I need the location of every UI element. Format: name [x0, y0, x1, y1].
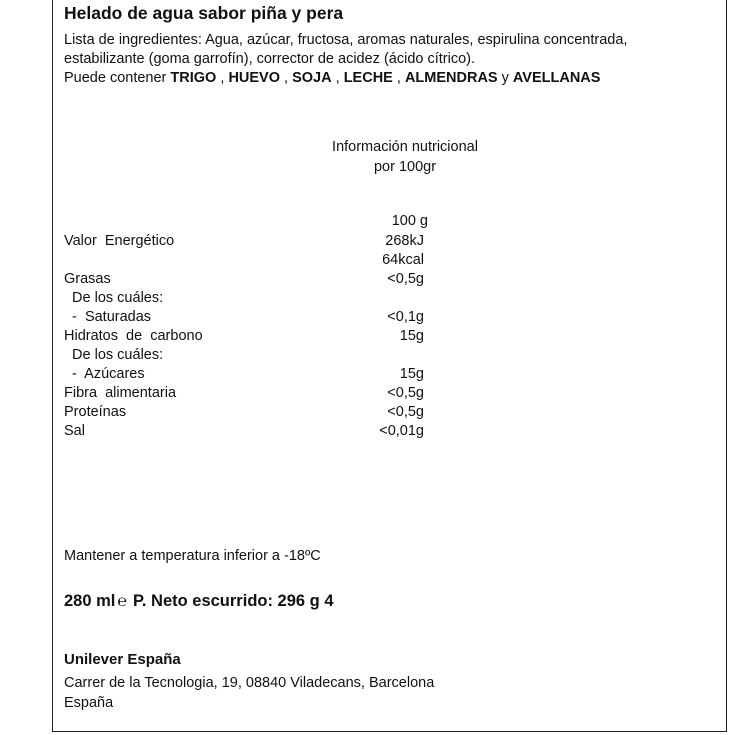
nutrition-row-label: De los cuáles:	[64, 290, 164, 306]
nutrition-row-label: De los cuáles:	[64, 347, 164, 363]
drained-weight: P. Neto escurrido: 296 g 4	[132, 592, 334, 610]
company-address	[64, 673, 434, 713]
nutrition-row-value: <0,1g	[387, 309, 424, 325]
allergen-huevo: HUEVO	[228, 70, 281, 86]
storage-instruction: Mantener a temperatura inferior a -18ºC	[64, 548, 321, 564]
estimated-sign: ℮	[117, 593, 127, 610]
nutrition-header-line2: por 100gr	[373, 159, 437, 175]
nutrition-row-value: <0,5g	[387, 271, 424, 287]
nutrition-row-label: - Saturadas	[64, 309, 152, 325]
nutrition-header-line1: Información nutricional	[332, 139, 478, 155]
nutrition-row-value: <0,5g	[387, 404, 424, 420]
ingredients-block	[64, 31, 664, 88]
may-contain-prefix: Puede contener	[64, 70, 171, 86]
company-name: Unilever España	[64, 651, 181, 668]
may-contain	[64, 70, 600, 86]
nutrition-row-value: 268kJ	[385, 233, 424, 249]
address-line2: España	[64, 695, 114, 711]
allergen-almendras: ALMENDRAS	[404, 70, 498, 86]
nutrition-row-value: 64kcal	[382, 252, 424, 268]
net-volume: 280 ml	[64, 592, 116, 610]
nutrition-column-header: 100 g	[391, 213, 428, 229]
nutrition-row-label: Proteínas	[64, 404, 127, 420]
nutrition-row-value: 15g	[399, 328, 424, 344]
nutrition-row-label: Sal	[64, 423, 85, 439]
allergen-trigo: TRIGO	[170, 70, 217, 86]
nutrition-row-label: Valor Energético	[64, 233, 175, 249]
allergen-list: TRIGO , HUEVO , SOJA , LECHE , ALMENDRAS y AVELLANAS	[170, 70, 601, 86]
nutrition-header	[310, 137, 500, 177]
allergen-soja: SOJA	[292, 70, 332, 86]
nutrition-row-label: Fibra alimentaria	[64, 385, 177, 401]
nutrition-row-value: <0,5g	[387, 385, 424, 401]
nutrition-row-value: 15g	[399, 366, 424, 382]
address-line1: Carrer de la Tecnologia, 19, 08840 Viladecans, Barcelona	[64, 675, 435, 691]
nutrition-row-label: Hidratos de carbono	[64, 328, 203, 344]
product-title: Helado de agua sabor piña y pera	[64, 3, 344, 23]
allergen-leche: LECHE	[343, 70, 393, 86]
nutrition-row-label: - Azúcares	[64, 366, 145, 382]
nutrition-row-value: <0,01g	[379, 423, 424, 439]
ingredients-text: Lista de ingredientes: Agua, azúcar, fructosa, aromas naturales, espirulina concentrada, estabilizante (goma garrofín), corrector de acidez (ácido cítrico).	[64, 32, 628, 67]
net-quantity	[64, 592, 334, 611]
allergen-avellanas: AVELLANAS	[512, 70, 601, 86]
nutrition-row-label: Grasas	[64, 271, 111, 287]
